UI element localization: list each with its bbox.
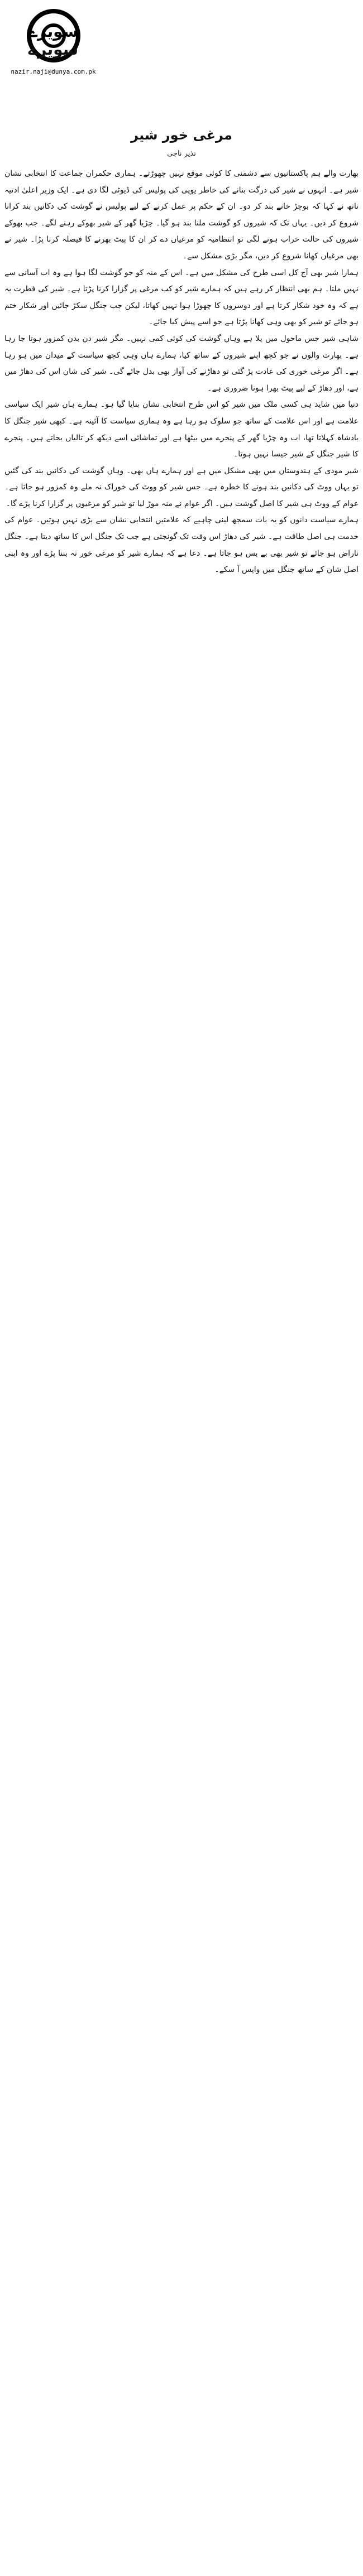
column-logo: [4, 9, 102, 75]
author-email: nazir.naji@dunya.com.pk: [11, 68, 96, 75]
paragraph: شیر مودی کے ہندوستان میں بھی مشکل میں ہے اور ہمارے ہاں بھی۔ وہاں گوشت کی دکانیں بند کی گئیں تو یہاں ووٹ کی دکانیں بند ہونے کا خطرہ ہے۔ جس شیر کو ووٹ کی خوراک نہ ملے وہ کمزور ہو جاتا ہے۔ عوام کے ووٹ ہی شیر کا اصل گوشت ہیں۔ اگر عوام نے منہ موڑ لیا تو شیر کو مرغیوں پر گزارا کرنا پڑے گا۔: [4, 466, 359, 508]
paragraph: ہمارے سیاست دانوں کو یہ بات سمجھ لینی چاہیے کہ علامتیں انتخابی نشان سے بڑی نہیں ہوتیں۔ عوام کی خدمت ہی اصل طاقت ہے۔ شیر کی دھاڑ اس وقت تک گونجتی ہے جب تک جنگل اس کا ساتھ دیتا ہے۔ جنگل ناراض ہو جائے تو شیر بھی بے بس ہو جاتا ہے۔ دعا ہے کہ ہمارے شیر کو مرغی خور نہ بننا پڑے اور وہ اپنی اصل شان کے ساتھ جنگل میں واپس آ سکے۔: [4, 516, 359, 575]
logo-name-line2: سویرے: [28, 40, 79, 59]
paragraph: دنیا میں شاید ہی کسی ملک میں شیر کو اس طرح انتخابی نشان بنایا گیا ہو۔ ہمارے ہاں شیر ایک سیاسی علامت ہے اور اس علامت کے ساتھ جو سلوک ہو رہا ہے وہ ہماری سیاست کا آئینہ ہے۔ کبھی شیر جنگل کا بادشاہ کہلاتا تھا، اب وہ چڑیا گھر کے پنجرے میں بیٹھا ہے اور تماشائی اسے دیکھ کر تالیاں بجاتے ہیں۔ پنجرے کا شیر جنگل کے شیر جیسا نہیں ہوتا۔: [4, 400, 359, 459]
paragraph: شاہی شیر جس ماحول میں پلا ہے وہاں گوشت کی کوئی کمی نہیں۔ مگر شیر دن بدن کمزور ہوتا جا رہا ہے۔ بھارت والوں نے جو کچھ اپنے شیروں کے ساتھ کیا، ہمارے ہاں وہی کچھ سیاست کے میدان میں ہو رہا ہے۔ اگر مرغی خوری کی عادت پڑ گئی تو دھاڑنے کی آواز بھی بدل جائے گی۔ شیر کی شان اس کی دھاڑ میں ہے، اور دھاڑ کے لیے پیٹ بھرا ہونا ضروری ہے۔: [4, 334, 359, 393]
paragraph: ہمارا شیر بھی آج کل اسی طرح کی مشکل میں ہے۔ اس کے منہ کو جو گوشت لگا ہوا ہے وہ اب آسانی سے نہیں ملتا۔ ہم بھی انتظار کر رہے ہیں کہ ہمارے شیر کو کب مرغی پر گزارا کرنا پڑتا ہے۔ شیر کی فطرت یہ ہے کہ وہ خود شکار کرتا ہے اور دوسروں کا چھوڑا ہوا نہیں کھاتا، لیکن جب جنگل سکڑ جائیں اور شکار ختم ہو جائے تو شیر کو بھی وہی کھانا پڑتا ہے جو اسے پیش کیا جائے۔: [4, 268, 359, 327]
paragraph: بھارت والے ہم پاکستانیوں سے دشمنی کا کوئی موقع نہیں چھوڑتے۔ ہماری حکمران جماعت کا انتخابی نشان شیر ہے۔ انہوں نے شیر کی درگت بنانے کی خاطر یوپی کی پولیس کی ڈیوٹی لگا دی ہے۔ ایک وزیر اعلیٰ ادتیہ ناتھ نے کہا کہ بوچڑ خانے بند کر دو۔ ان کے حکم پر عمل کرنے کے لیے پولیس نے گوشت کی دکانیں بند کرانا شروع کر دیں۔ یہاں تک کہ شیروں کو گوشت ملنا بند ہو گیا۔ چڑیا گھر کے شیر بھوکے رہنے لگے۔ جب بھوکے شیروں کی حالت خراب ہونے لگی تو انتظامیہ کو مرغیاں دے کر ان کا پیٹ بھرنے کا فیصلہ کرنا پڑا۔ شیر نے بھی مرغیاں کھانا شروع کر دیں، مگر بڑی مشکل سے۔: [4, 169, 359, 261]
column-author: نذیر ناجی: [167, 150, 196, 158]
logo-name-line1: سویرے: [28, 22, 79, 41]
column-header: [4, 6, 359, 117]
column-page: [0, 0, 363, 590]
article-body: [4, 166, 359, 579]
column-title: مرغی خور شیر: [131, 127, 232, 143]
